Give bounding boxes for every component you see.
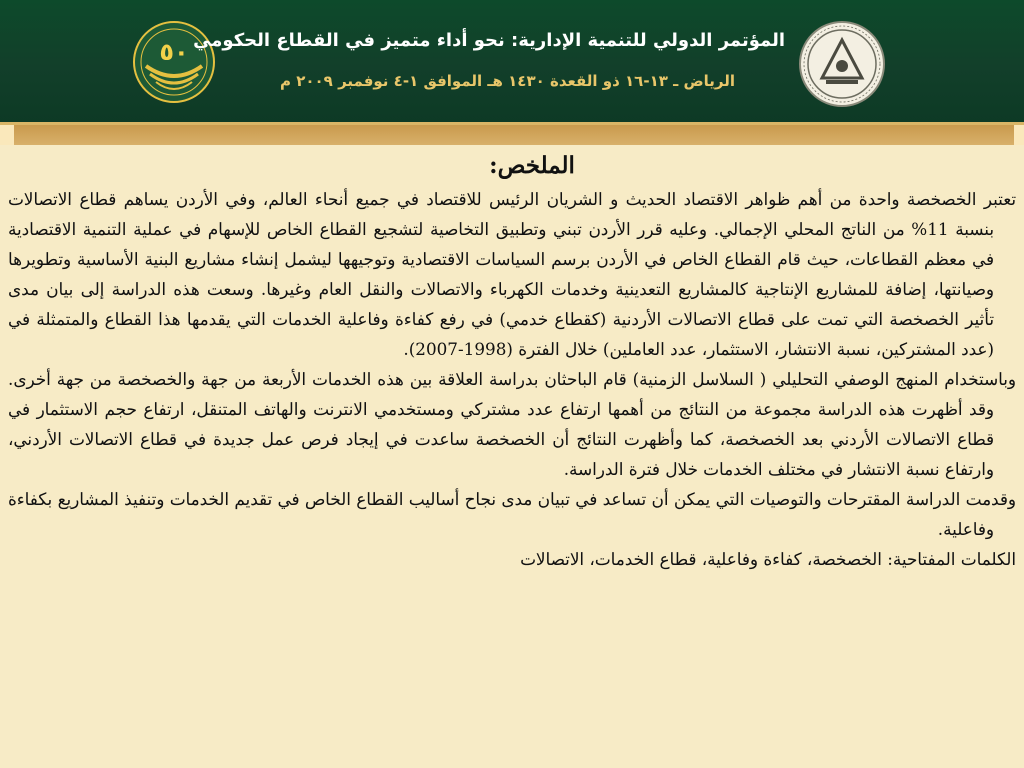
abstract-paragraph-1: تعتبر الخصخصة واحدة من أهم ظواهر الاقتصاد الحديث و الشريان الرئيس للاقتصاد في جميع أنحاء العالم، وفي الأردن يساهم قطاع الاتصالات بنسبة 11% من الناتج المحلي الإجمالي. وعليه قرر الأردن تبني وتطبيق التخاصية لتشجيع القطاع الخاص للإسهام في عملية التنمية الاقتصادية في معظم القطاعات، حيث قام القطاع الخاص في الأردن برسم السياسات الاقتصادية وتوجيهها ليشمل إنشاء مشاريع البنية الأساسية وتطويرها وصيانتها، إضافة للمشاريع الإنتاجية كالمشاريع التعدينية وخدمات الكهرباء والاتصالات والنقل العام وغيرها. وسعت هذه الدراسة إلى بيان مدى تأثير الخصخصة التي تمت على قطاع الاتصالات الأردنية (كقطاع خدمي) في رفع كفاءة وفاعلية الخدمات التي يقدمها هذا القطاع والمتمثلة في (عدد المشتركين، نسبة الانتشار، الاستثمار، عدد العاملين) خلال الفترة (1998-2007). xyxy=(8,189,1016,359)
keywords-line: الكلمات المفتاحية: الخصخصة، كفاءة وفاعلية، قطاع الخدمات، الاتصالات xyxy=(520,549,1016,569)
anniversary-number: ٥٠ xyxy=(159,38,189,66)
abstract-heading: الملخص: xyxy=(489,152,575,179)
conference-date-location: الرياض ـ ١٣-١٦ ذو القعدة ١٤٣٠ هـ الموافق ١-٤ نوفمبر ٢٠٠٩ م xyxy=(280,72,735,90)
band-left-notch xyxy=(0,125,14,145)
header-gold-band xyxy=(0,125,1024,145)
abstract-paragraph-2: وباستخدام المنهج الوصفي التحليلي ( السلاسل الزمنية) قام الباحثان بدراسة العلاقة بين هذه الخدمات الأربعة من جهة والخصخصة من جهة أخرى. وقد أظهرت هذه الدراسة مجموعة من النتائج من أهمها ارتفاع عدد مشتركي ومستخدمي الانترنت والهاتف المتنقل، ارتفاع حجم الاستثمار في قطاع الاتصالات الأردني بعد الخصخصة، كما وأظهرت النتائج أن الخصخصة ساعدت في إيجاد فرص عمل جديدة في قطاع الاتصالات الأردني، وارتفاع نسبة الانتشار في مختلف الخدمات خلال فترة الدراسة. xyxy=(8,369,1016,479)
conference-title: المؤتمر الدولي للتنمية الإدارية: نحو أداء متميز في القطاع الحكومي xyxy=(193,30,785,51)
institute-emblem-icon xyxy=(798,20,886,108)
abstract-content xyxy=(8,148,1016,766)
band-right-notch xyxy=(1014,125,1024,145)
header-banner xyxy=(0,0,1024,122)
abstract-paragraph-3: وقدمت الدراسة المقترحات والتوصيات التي يمكن أن تساعد في تبيان مدى نجاح أساليب القطاع الخاص في تقديم الخدمات وتنفيذ المشاريع بكفاءة وفاعلية. xyxy=(8,489,1016,539)
